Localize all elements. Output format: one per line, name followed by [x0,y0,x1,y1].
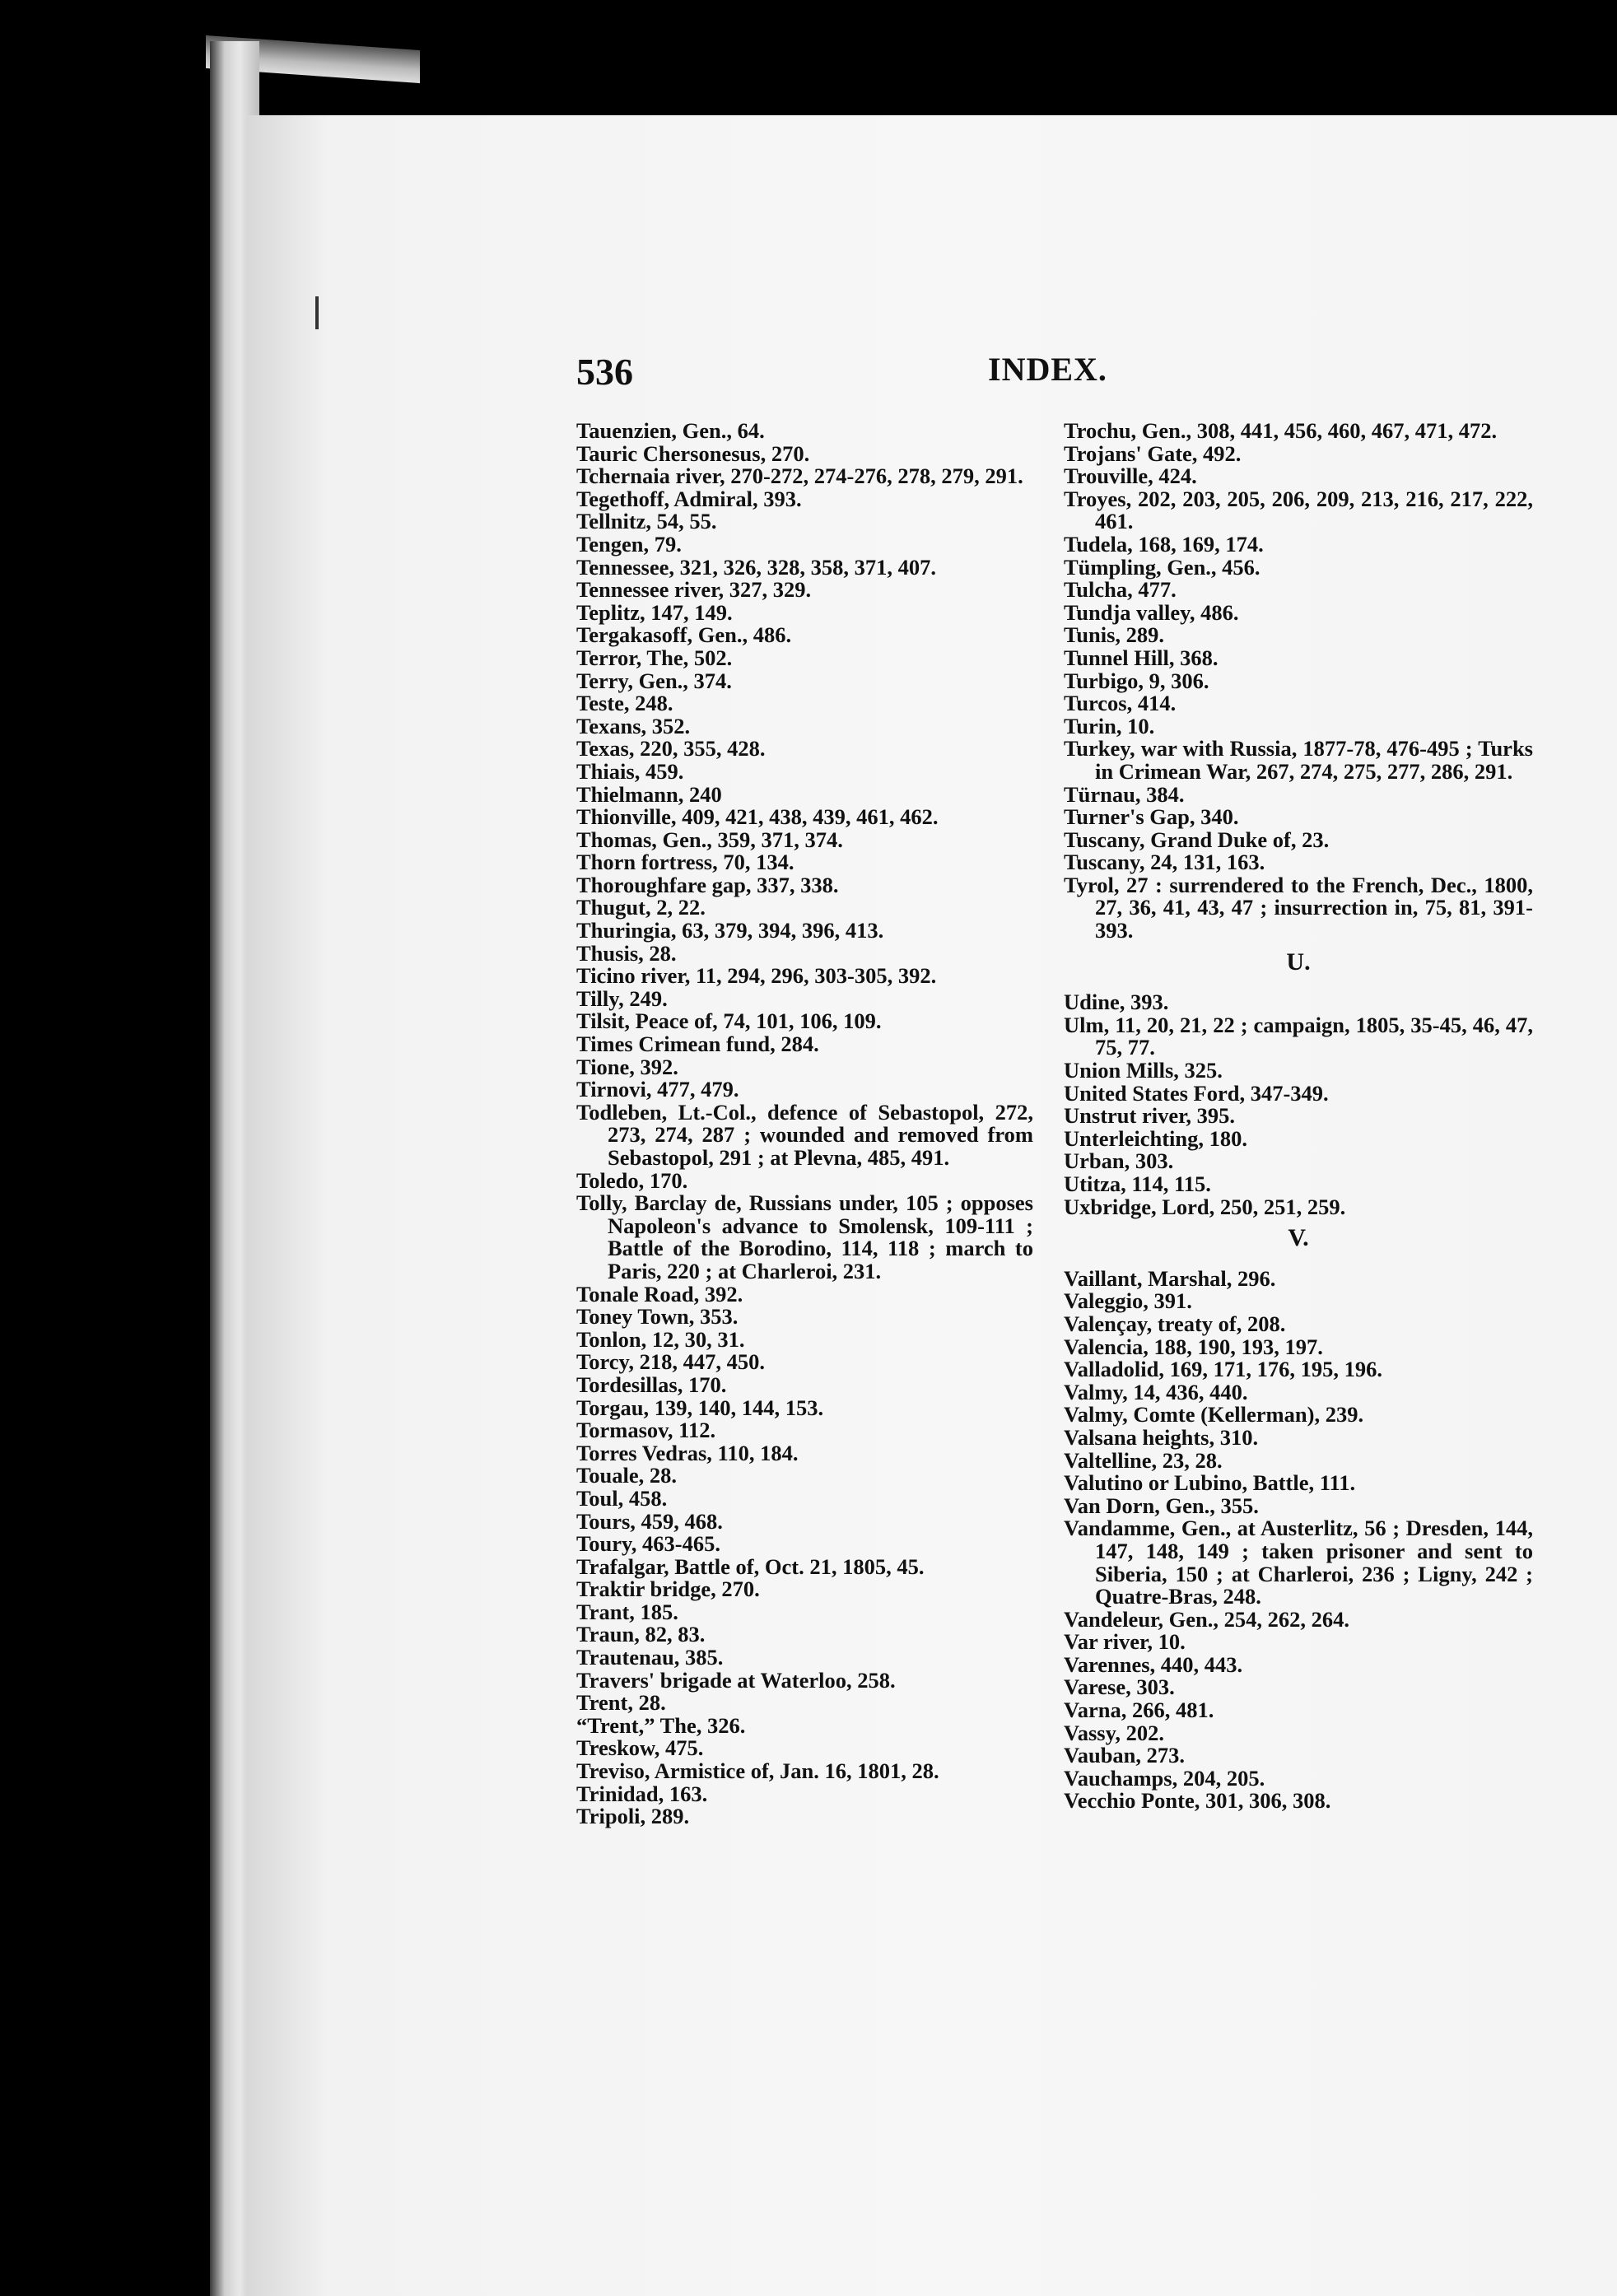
index-entry: Troyes, 202, 203, 205, 206, 209, 213, 216, 217, 222, 461. [1064,486,1533,534]
index-entry: Tudela, 168, 169, 174. [1064,531,1264,557]
index-entry: Vecchio Ponte, 301, 306, 308. [1064,1788,1331,1814]
index-entry: Tundja valley, 486. [1064,599,1239,625]
index-entry: Turcos, 414. [1064,691,1177,716]
index-entry: Tegethoff, Admiral, 393. [576,486,802,511]
v-entries [1064,1265,1533,1814]
index-column-left [576,420,1033,1828]
index-column-right [1064,420,1533,1813]
index-entry: Thuringia, 63, 379, 394, 396, 413. [576,918,884,943]
index-entry: Tilsit, Peace of, 74, 101, 106, 109. [576,1008,882,1034]
index-entry: Turin, 10. [1064,713,1155,738]
index-entry: Trant, 185. [576,1599,678,1624]
index-entry: Trojans' Gate, 492. [1064,440,1242,466]
index-entry: Vassy, 202. [1064,1720,1164,1745]
index-entry: Union Mills, 325. [1064,1058,1223,1083]
index-entry: Teste, 248. [576,691,673,716]
index-entry: Trinidad, 163. [576,1781,708,1806]
index-entry: Tennessee, 321, 326, 328, 358, 371, 407. [576,554,937,580]
index-entry: Times Crimean fund, 284. [576,1032,819,1057]
index-entry: Tione, 392. [576,1054,678,1079]
index-entry: Varna, 266, 481. [1064,1698,1214,1723]
index-entry: Trochu, Gen., 308, 441, 456, 460, 467, 471, 472. [1064,418,1498,443]
index-entry: Valtelline, 23, 28. [1064,1447,1223,1473]
index-entry: Thorn fortress, 70, 134. [576,850,795,875]
index-entry: Tengen, 79. [576,531,682,557]
section-heading-u: U. [1286,948,1311,976]
index-entry: Valençay, treaty of, 208. [1064,1311,1286,1336]
u-entries [1064,991,1533,1218]
index-entry: United States Ford, 347-349. [1064,1080,1329,1106]
index-entry: Tilly, 249. [576,985,668,1011]
index-entry: Ulm, 11, 20, 21, 22 ; campaign, 1805, 35-45, 46, 47, 75, 77. [1064,1012,1533,1060]
index-entry: Vandeleur, Gen., 254, 262, 264. [1064,1606,1349,1632]
index-entry: Turner's Gap, 340. [1064,804,1239,830]
index-entry: Thoroughfare gap, 337, 338. [576,872,839,897]
index-entry: Tauric Chersonesus, 270. [576,440,810,466]
index-entry: Toledo, 170. [576,1167,688,1193]
index-entry: Udine, 393. [1064,990,1169,1015]
index-entry: Tunis, 289. [1064,622,1165,648]
running-head: INDEX. [988,351,1107,388]
index-entry: Vauban, 273. [1064,1743,1186,1768]
index-entry: Thielmann, 240 [576,781,722,807]
margin-mark [315,296,319,329]
index-entry: Tonale Road, 392. [576,1281,743,1306]
index-entry: Travers' brigade at Waterloo, 258. [576,1667,896,1693]
index-entry: Toney Town, 353. [576,1304,739,1330]
index-entry: Tulcha, 477. [1064,577,1177,603]
index-entry: Valmy, 14, 436, 440. [1064,1379,1248,1404]
index-entry: Toury, 463-465. [576,1531,720,1557]
index-entry: Trautenau, 385. [576,1645,724,1670]
index-entry: Tchernaia river, 270-272, 274-276, 278, 279, 291. [576,463,1023,489]
index-entry: Tümpling, Gen., 456. [1064,554,1261,580]
index-entry: Ticino river, 11, 294, 296, 303-305, 392. [576,963,937,989]
index-entry: Tuscany, 24, 131, 163. [1064,850,1265,875]
page-header [576,350,1540,399]
index-entry: Valutino or Lubino, Battle, 111. [1064,1470,1356,1496]
index-entry: Tuscany, Grand Duke of, 23. [1064,827,1330,852]
index-entry: Tirnovi, 477, 479. [576,1077,739,1102]
index-entry: Var river, 10. [1064,1629,1186,1655]
index-entry: Texas, 220, 355, 428. [576,736,766,761]
index-entry: Tennessee river, 327, 329. [576,577,812,603]
index-entry: Uxbridge, Lord, 250, 251, 259. [1064,1194,1346,1219]
index-entry: Treviso, Armistice of, Jan. 16, 1801, 28. [576,1758,939,1784]
index-entry: Touale, 28. [576,1463,677,1488]
index-entry: Vauchamps, 204, 205. [1064,1765,1265,1791]
index-entry: Tolly, Barclay de, Russians under, 105 ; opposes Napoleon's advance to Smolensk, 109-111 ; Battle of the Borodino, 114, 118 ; march to Paris, 220 ; at Charleroi, 231. [576,1190,1033,1283]
index-entry: Treskow, 475. [576,1735,704,1761]
index-entry: Texans, 352. [576,713,691,738]
index-entry: Tours, 459, 468. [576,1508,723,1534]
index-entry: Valmy, Comte (Kellerman), 239. [1064,1402,1364,1427]
index-entry: Trafalgar, Battle of, Oct. 21, 1805, 45. [576,1553,925,1579]
index-entry: Tordesillas, 170. [576,1372,727,1397]
index-entry: Torres Vedras, 110, 184. [576,1440,799,1465]
index-entry: Varese, 303. [1064,1674,1175,1700]
index-entry: Trent, 28. [576,1690,666,1716]
index-entry: Thusis, 28. [576,940,677,966]
index-entry: Thugut, 2, 22. [576,895,706,920]
index-entry: Thiais, 459. [576,758,684,784]
index-entry: Türnau, 384. [1064,781,1185,807]
index-entry: Tellnitz, 54, 55. [576,509,717,534]
index-entry: Thomas, Gen., 359, 371, 374. [576,827,843,852]
index-entry: Todleben, Lt.-Col., defence of Sebastopol, 272, 273, 274, 287 ; wounded and removed from Sebastopol, 291 ; at Plevna, 485, 491. [576,1099,1033,1170]
index-entry: Unterleichting, 180. [1064,1125,1248,1151]
page-number: 536 [576,351,633,393]
index-entry: Valsana heights, 310. [1064,1424,1259,1450]
index-entry: Terror, The, 502. [576,645,733,670]
index-entry: Tripoli, 289. [576,1804,690,1829]
index-entry: Utitza, 114, 115. [1064,1171,1211,1196]
index-entry: Torcy, 218, 447, 450. [576,1349,765,1375]
index-entry: Urban, 303. [1064,1148,1174,1174]
index-entry: Vaillant, Marshal, 296. [1064,1265,1276,1291]
index-entry: Tormasov, 112. [576,1418,716,1443]
index-entry: Terry, Gen., 374. [576,668,732,693]
index-entry: Torgau, 139, 140, 144, 153. [576,1395,824,1420]
index-entry: Turkey, war with Russia, 1877-78, 476-495 ; Turks in Crimean War, 267, 274, 275, 277, 286, 291. [1064,736,1533,784]
index-entry: Thionville, 409, 421, 438, 439, 461, 462. [576,804,939,830]
index-entry: Traun, 82, 83. [576,1622,706,1647]
index-entry: Valladolid, 169, 171, 176, 195, 196. [1064,1357,1383,1382]
index-entry: Valeggio, 391. [1064,1288,1192,1314]
index-entry: Van Dorn, Gen., 355. [1064,1493,1259,1518]
t-entries [1064,420,1533,943]
index-entry: Trouville, 424. [1064,463,1197,489]
section-heading-v: V. [1288,1224,1309,1252]
index-entry: Toul, 458. [576,1485,668,1511]
index-entry: Vandamme, Gen., at Austerlitz, 56 ; Dresden, 144, 147, 148, 149 ; taken prisoner and sent to Siberia, 150 ; at Charleroi, 236 ; Ligny, 242 ; Quatre-Bras, 248. [1064,1516,1533,1609]
index-entry: Valencia, 188, 190, 193, 197. [1064,1334,1323,1359]
index-entry: “Trent,” The, 326. [576,1712,746,1738]
index-entry: Tauenzien, Gen., 64. [576,418,765,443]
index-entry: Varennes, 440, 443. [1064,1651,1243,1677]
index-entry: Turbigo, 9, 306. [1064,668,1209,693]
index-entry: Tonlon, 12, 30, 31. [576,1326,745,1352]
index-entry: Unstrut river, 395. [1064,1103,1236,1129]
index-entry: Tergakasoff, Gen., 486. [576,622,792,648]
index-entry: Tunnel Hill, 368. [1064,645,1219,670]
index-entry: Traktir bridge, 270. [576,1576,760,1602]
index-entry: Teplitz, 147, 149. [576,599,733,625]
index-entry: Tyrol, 27 : surrendered to the French, Dec., 1800, 27, 36, 41, 43, 47 ; insurrection in, 75, 81, 391-393. [1064,872,1533,943]
